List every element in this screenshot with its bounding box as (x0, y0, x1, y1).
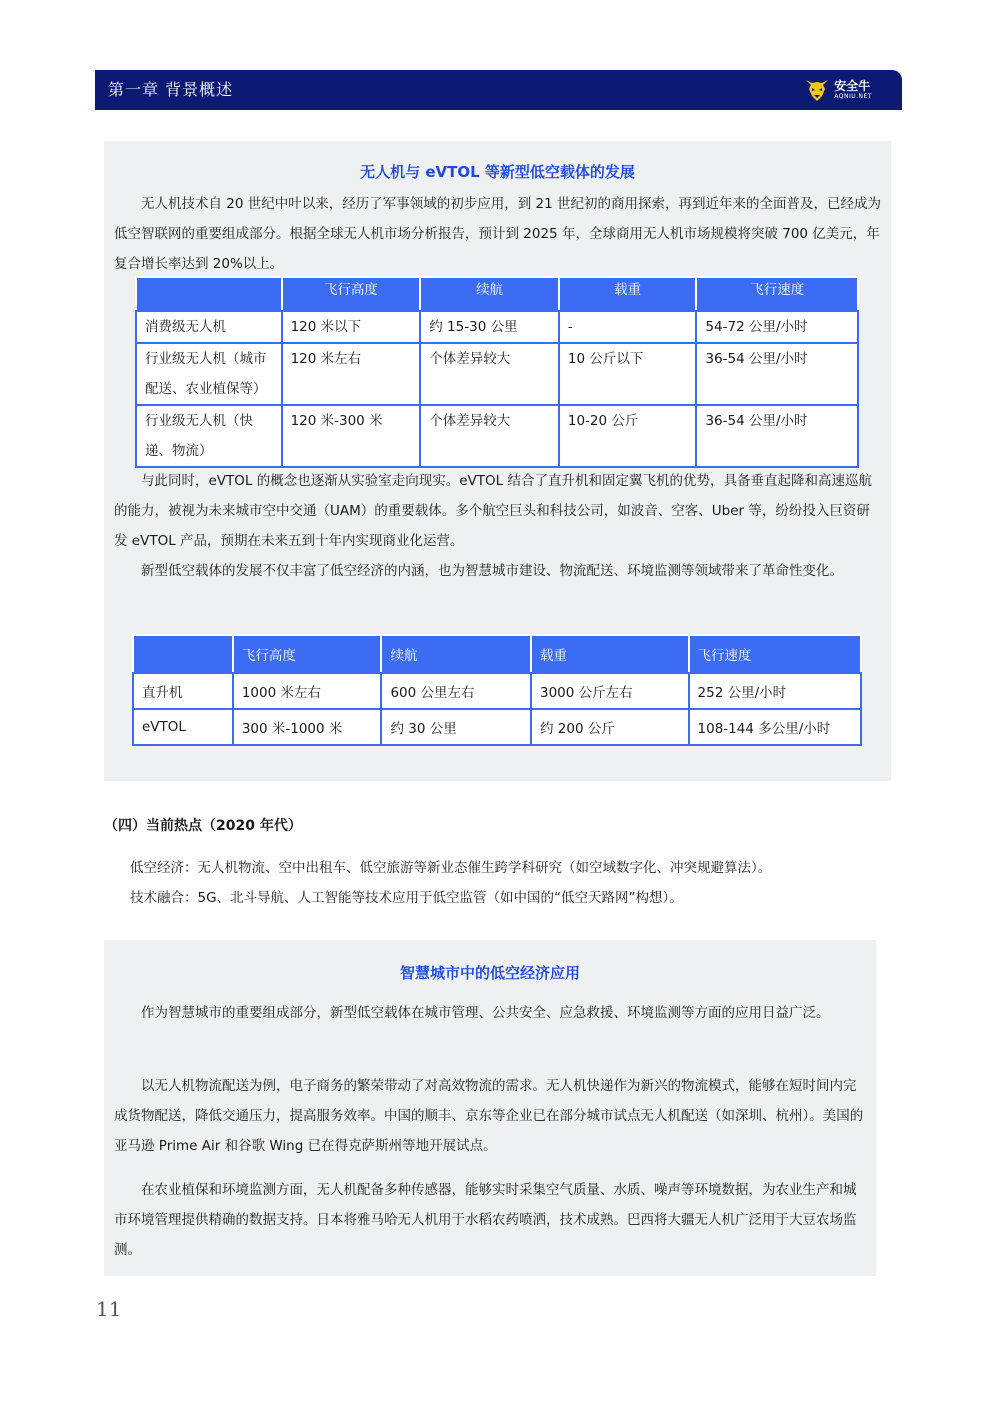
page-number: 11 (96, 1297, 122, 1321)
aircraft-comparison-table (132, 634, 862, 746)
table-cell: 108-144 多公里/小时 (689, 709, 861, 745)
hotspot-item: 技术融合：5G、北斗导航、人工智能等技术应用于低空监管（如中国的“低空天路网”构想）。 (130, 890, 683, 906)
table-cell: 54-72 公里/小时 (696, 311, 858, 343)
table-cell: 个体差异较大 (420, 343, 559, 405)
table-cell: 约 30 公里 (381, 709, 531, 745)
table-cell: 约 200 公斤 (531, 709, 689, 745)
table-row (136, 343, 858, 405)
table-cell: 10-20 公斤 (559, 405, 697, 467)
table-row (133, 709, 861, 745)
bull-logo-icon (803, 76, 831, 104)
section-heading: （四）当前热点（2020 年代） (104, 818, 302, 834)
table-header-cell: 飞行速度 (696, 277, 858, 311)
table-header-row (136, 277, 858, 311)
table-cell: 300 米-1000 米 (233, 709, 382, 745)
logo-text: 安全牛 (834, 79, 871, 93)
table-cell: 行业级无人机（城市配送、农业植保等） (136, 343, 282, 405)
table-cell: 约 15-30 公里 (420, 311, 559, 343)
table-header-row (133, 635, 861, 673)
table-header-cell: 载重 (531, 635, 689, 673)
table-cell: 36-54 公里/小时 (696, 405, 858, 467)
table-cell: 36-54 公里/小时 (696, 343, 858, 405)
paragraph: 以无人机物流配送为例，电子商务的繁荣带动了对高效物流的需求。无人机快递作为新兴的物流模式，能够在短时间内完成货物配送，降低交通压力，提高服务效率。中国的顺丰、京东等企业已在部分城市试点无人机配送（如深圳、杭州）。美国的亚马逊 Prime Air 和谷歌 Wing 已在得克萨斯州等地开展试点。 (114, 1078, 864, 1154)
table-cell: 个体差异较大 (420, 405, 559, 467)
table-cell: 行业级无人机（快递、物流） (136, 405, 282, 467)
table-header-cell: 飞行速度 (689, 635, 861, 673)
box-title: 无人机与 eVTOL 等新型低空载体的发展 (360, 163, 635, 181)
table-header-cell: 飞行高度 (282, 277, 421, 311)
table-header-cell: 续航 (420, 277, 559, 311)
chapter-header-bar (95, 70, 902, 110)
table-cell: 120 米以下 (282, 311, 421, 343)
table-cell: 消费级无人机 (136, 311, 282, 343)
brand-logo (803, 75, 872, 105)
chapter-title: 第一章 背景概述 (108, 80, 234, 99)
drone-spec-table (135, 276, 859, 468)
box-title: 智慧城市中的低空经济应用 (399, 964, 580, 982)
paragraph: 在农业植保和环境监测方面，无人机配备多种传感器，能够实时采集空气质量、水质、噪声等环境数据，为农业生产和城市环境管理提供精确的数据支持。日本将雅马哈无人机用于水稻农药喷洒，技术成熟。巴西将大疆无人机广泛用于大豆农场监测。 (114, 1182, 857, 1258)
table-row (136, 405, 858, 467)
table-row (133, 673, 861, 709)
paragraph: 与此同时，eVTOL 的概念也逐渐从实验室走向现实。eVTOL 结合了直升机和固定翼飞机的优势，具备垂直起降和高速巡航的能力，被视为未来城市空中交通（UAM）的重要载体。多个航空巨头和科技公司，如波音、空客、Uber 等，纷纷投入巨资研发 eVTOL 产品，预期在未来五到十年内实现商业化运营。 (114, 473, 872, 549)
table-cell: 120 米左右 (282, 343, 421, 405)
table-cell: 3000 公斤左右 (531, 673, 689, 709)
table-cell: 600 公里左右 (381, 673, 531, 709)
table-cell: eVTOL (133, 709, 233, 745)
table-header-cell: 载重 (559, 277, 697, 311)
table-cell: 1000 米左右 (233, 673, 382, 709)
table-header-cell: 飞行高度 (233, 635, 382, 673)
paragraph: 无人机技术自 20 世纪中叶以来，经历了军事领域的初步应用，到 21 世纪初的商用探索，再到近年来的全面普及，已经成为低空智联网的重要组成部分。根据全球无人机市场分析报告，预计到 2025 年，全球商用无人机市场规模将突破 700 亿美元，年复合增长率达到 20%以上。 (114, 196, 882, 272)
paragraph: 作为智慧城市的重要组成部分，新型低空载体在城市管理、公共安全、应急救援、环境监测等方面的应用日益广泛。 (141, 1005, 830, 1021)
smart-city-box (104, 940, 876, 1276)
table-row (136, 311, 858, 343)
table-cell: 直升机 (133, 673, 233, 709)
hotspot-item: 低空经济：无人机物流、空中出租车、低空旅游等新业态催生跨学科研究（如空域数字化、冲突规避算法）。 (130, 860, 772, 876)
table-cell: 10 公斤以下 (559, 343, 697, 405)
logo-subtext: AQNIU.NET (834, 93, 872, 100)
table-cell: 120 米-300 米 (282, 405, 421, 467)
table-cell: - (559, 311, 697, 343)
table-cell: 252 公里/小时 (689, 673, 861, 709)
paragraph: 新型低空载体的发展不仅丰富了低空经济的内涵，也为智慧城市建设、物流配送、环境监测等领域带来了革命性变化。 (141, 563, 843, 579)
table-header-cell (136, 277, 282, 311)
table-header-cell: 续航 (381, 635, 531, 673)
table-header-cell (133, 635, 233, 673)
